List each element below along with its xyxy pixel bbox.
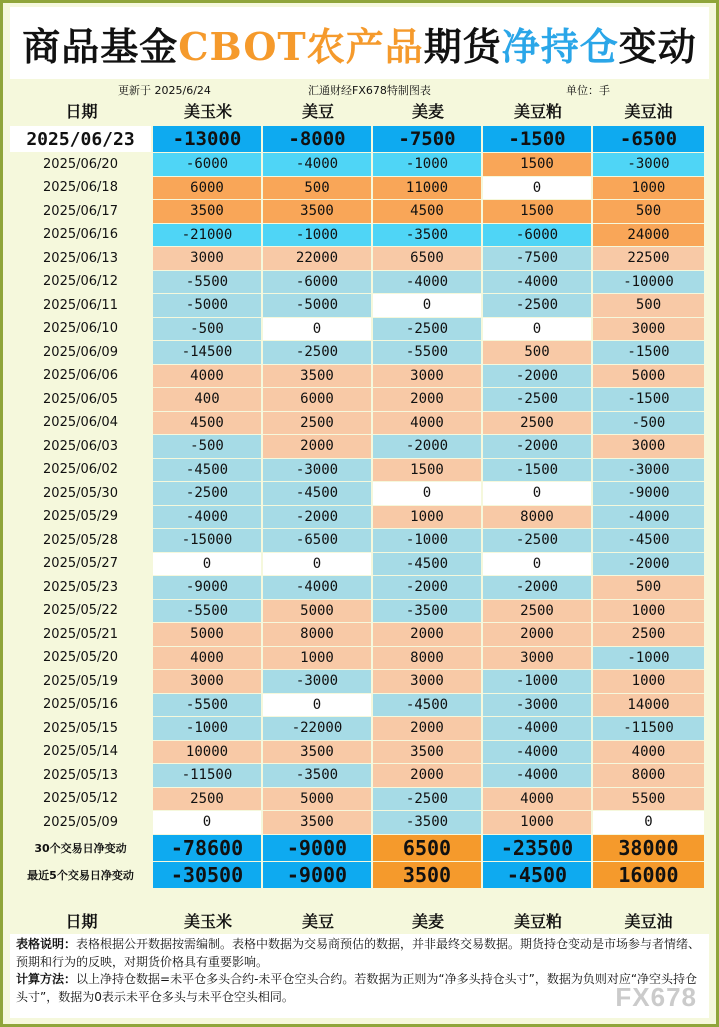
- updated-date: 更新于 2025/6/24: [118, 84, 211, 97]
- value-cell: 8000: [483, 506, 593, 529]
- table-row: [10, 482, 704, 506]
- table-row: [10, 694, 704, 718]
- table-row: [10, 670, 704, 694]
- table-row: [10, 412, 704, 436]
- date-cell: 2025/06/13: [10, 247, 153, 270]
- value-cell: -4000: [373, 271, 483, 294]
- value-cell: 2000: [373, 623, 483, 646]
- date-cell: 2025/05/12: [10, 788, 153, 811]
- value-cell: -3500: [263, 764, 373, 787]
- value-cell: 3000: [153, 670, 263, 693]
- table-row: [10, 126, 704, 153]
- table-row: [10, 600, 704, 624]
- value-cell: -9000: [593, 482, 704, 505]
- table-row: [10, 764, 704, 788]
- value-cell: 3000: [373, 365, 483, 388]
- value-cell: -3500: [373, 600, 483, 623]
- value-cell: -4500: [373, 694, 483, 717]
- value-cell: -15000: [153, 529, 263, 552]
- date-cell: 2025/05/21: [10, 623, 153, 646]
- value-cell: -2500: [373, 788, 483, 811]
- position-table: [10, 126, 704, 889]
- value-cell: -1500: [593, 388, 704, 411]
- calc-method: [16, 971, 703, 1006]
- table-row: [10, 811, 704, 835]
- title-part5: 变动: [618, 23, 697, 69]
- table-row: [10, 741, 704, 765]
- table-row: [10, 788, 704, 812]
- value-cell: -14500: [153, 341, 263, 364]
- value-cell: 3000: [483, 647, 593, 670]
- value-cell: 0: [483, 553, 593, 576]
- value-cell: -6500: [593, 126, 704, 152]
- value-cell: 0: [593, 811, 704, 834]
- value-cell: -3000: [593, 459, 704, 482]
- unit-label: 单位：手: [566, 84, 610, 97]
- value-cell: 3500: [153, 200, 263, 223]
- value-cell: 3500: [263, 365, 373, 388]
- value-cell: 2000: [373, 764, 483, 787]
- value-cell: 6000: [153, 177, 263, 200]
- date-cell: 2025/06/23: [10, 126, 153, 152]
- table-row: [10, 553, 704, 577]
- table-row: [10, 365, 704, 389]
- value-cell: -4000: [263, 576, 373, 599]
- source-label: 汇通财经FX678特制图表: [308, 84, 431, 97]
- value-cell: -2000: [373, 435, 483, 458]
- value-cell: 3000: [593, 318, 704, 341]
- value-cell: 4500: [153, 412, 263, 435]
- desc-text: 表格根据公开数据按需编制。表格中数据为交易商预估的数据，并非最终交易数据。期货持仓变动是市场参与者情绪、预期和行为的反映，对期货价格具有重要影响。: [16, 937, 701, 969]
- value-cell: -3500: [373, 811, 483, 834]
- desc-label: 表格说明：: [16, 937, 77, 951]
- date-cell: 2025/05/22: [10, 600, 153, 623]
- table-row: [10, 200, 704, 224]
- value-cell: -7500: [483, 247, 593, 270]
- value-cell: -10000: [593, 271, 704, 294]
- summary-value: -9000: [263, 835, 373, 861]
- value-cell: 2500: [483, 412, 593, 435]
- value-cell: -2000: [373, 576, 483, 599]
- value-cell: -4500: [263, 482, 373, 505]
- value-cell: -1000: [373, 529, 483, 552]
- value-cell: 22500: [593, 247, 704, 270]
- value-cell: 3500: [373, 741, 483, 764]
- summary-row: [10, 862, 704, 889]
- value-cell: -1000: [373, 153, 483, 176]
- value-cell: -500: [153, 435, 263, 458]
- summary-value: -30500: [153, 862, 263, 888]
- summary-row: [10, 835, 704, 862]
- value-cell: 2000: [263, 435, 373, 458]
- notes-panel: [10, 934, 709, 1018]
- title-part1: 商品基金: [22, 23, 179, 69]
- date-cell: 2025/06/11: [10, 294, 153, 317]
- summary-value: 6500: [373, 835, 483, 861]
- value-cell: 0: [153, 811, 263, 834]
- date-cell: 2025/06/16: [10, 224, 153, 247]
- date-cell: 2025/06/20: [10, 153, 153, 176]
- value-cell: -5500: [153, 600, 263, 623]
- table-row: [10, 576, 704, 600]
- date-cell: 2025/06/17: [10, 200, 153, 223]
- value-cell: 3000: [593, 435, 704, 458]
- value-cell: 2500: [483, 600, 593, 623]
- value-cell: 3500: [263, 741, 373, 764]
- value-cell: 6500: [373, 247, 483, 270]
- value-cell: 5000: [593, 365, 704, 388]
- value-cell: -6500: [263, 529, 373, 552]
- value-cell: -3000: [593, 153, 704, 176]
- value-cell: 400: [153, 388, 263, 411]
- value-cell: 500: [263, 177, 373, 200]
- value-cell: -4500: [373, 553, 483, 576]
- value-cell: 2500: [593, 623, 704, 646]
- header-soyoil: 美豆油: [624, 101, 673, 121]
- value-cell: 0: [263, 694, 373, 717]
- value-cell: -6000: [153, 153, 263, 176]
- value-cell: 1500: [483, 153, 593, 176]
- date-cell: 2025/05/28: [10, 529, 153, 552]
- value-cell: -9000: [153, 576, 263, 599]
- summary-value: 38000: [593, 835, 704, 861]
- value-cell: -1500: [483, 126, 593, 152]
- value-cell: -1500: [593, 341, 704, 364]
- table-row: [10, 647, 704, 671]
- footer-soyoil: 美豆油: [624, 911, 673, 931]
- date-cell: 2025/06/06: [10, 365, 153, 388]
- value-cell: -2000: [483, 435, 593, 458]
- table-row: [10, 153, 704, 177]
- date-cell: 2025/05/30: [10, 482, 153, 505]
- footer-wheat: 美麦: [411, 911, 444, 931]
- value-cell: 3500: [263, 811, 373, 834]
- value-cell: -2000: [483, 576, 593, 599]
- value-cell: 0: [373, 294, 483, 317]
- table-row: [10, 271, 704, 295]
- value-cell: -2000: [593, 553, 704, 576]
- value-cell: -5500: [373, 341, 483, 364]
- footer-soymeal: 美豆粕: [513, 911, 562, 931]
- date-cell: 2025/05/27: [10, 553, 153, 576]
- value-cell: 2000: [373, 717, 483, 740]
- summary-value: -23500: [483, 835, 593, 861]
- value-cell: 0: [153, 553, 263, 576]
- summary-value: -78600: [153, 835, 263, 861]
- value-cell: 3000: [373, 670, 483, 693]
- table-row: [10, 459, 704, 483]
- summary-value: -4500: [483, 862, 593, 888]
- value-cell: 24000: [593, 224, 704, 247]
- table-row: [10, 294, 704, 318]
- value-cell: -21000: [153, 224, 263, 247]
- table-row: [10, 435, 704, 459]
- value-cell: -11500: [153, 764, 263, 787]
- header-date: 日期: [65, 101, 98, 121]
- value-cell: 0: [263, 318, 373, 341]
- date-cell: 2025/05/23: [10, 576, 153, 599]
- table-row: [10, 318, 704, 342]
- value-cell: 0: [483, 318, 593, 341]
- header-corn: 美玉米: [183, 101, 232, 121]
- date-cell: 2025/06/09: [10, 341, 153, 364]
- date-cell: 2025/06/12: [10, 271, 153, 294]
- value-cell: -5000: [263, 294, 373, 317]
- value-cell: 4000: [153, 365, 263, 388]
- value-cell: -4000: [263, 153, 373, 176]
- calc-text: 以上净持仓数据=未平仓多头合约-未平仓空头合约。若数据为正则为“净多头持仓头寸”，数据为负则对应“净空头持仓头寸”，数据为0表示未平仓多头与未平仓空头相同。: [16, 972, 698, 1004]
- value-cell: 4000: [483, 788, 593, 811]
- date-cell: 2025/05/19: [10, 670, 153, 693]
- header-wheat: 美麦: [411, 101, 444, 121]
- value-cell: 5000: [263, 600, 373, 623]
- value-cell: 5000: [263, 788, 373, 811]
- table-row: [10, 717, 704, 741]
- calc-label: 计算方法：: [16, 972, 77, 986]
- table-row: [10, 529, 704, 553]
- value-cell: -2500: [483, 294, 593, 317]
- title-part4: 净持仓: [501, 23, 619, 69]
- footer-soybean: 美豆: [301, 911, 334, 931]
- value-cell: -4500: [153, 459, 263, 482]
- value-cell: -1000: [153, 717, 263, 740]
- value-cell: 500: [593, 576, 704, 599]
- value-cell: -6000: [263, 271, 373, 294]
- date-cell: 2025/06/04: [10, 412, 153, 435]
- value-cell: -5000: [153, 294, 263, 317]
- value-cell: -3000: [263, 459, 373, 482]
- value-cell: 1000: [593, 670, 704, 693]
- title-part3: 期货: [423, 23, 502, 69]
- value-cell: -11500: [593, 717, 704, 740]
- date-cell: 2025/06/05: [10, 388, 153, 411]
- value-cell: 1500: [483, 200, 593, 223]
- value-cell: 1000: [263, 647, 373, 670]
- watermark-logo: FX678: [615, 982, 697, 1012]
- value-cell: 1000: [593, 177, 704, 200]
- date-cell: 2025/06/02: [10, 459, 153, 482]
- footer-date: 日期: [65, 911, 98, 931]
- value-cell: -2500: [483, 388, 593, 411]
- date-cell: 2025/05/14: [10, 741, 153, 764]
- date-cell: 2025/05/20: [10, 647, 153, 670]
- value-cell: 3000: [153, 247, 263, 270]
- value-cell: 0: [263, 553, 373, 576]
- page-title: [10, 7, 709, 79]
- value-cell: -22000: [263, 717, 373, 740]
- table-row: [10, 247, 704, 271]
- value-cell: 1000: [593, 600, 704, 623]
- value-cell: -4000: [153, 506, 263, 529]
- value-cell: 3500: [263, 200, 373, 223]
- value-cell: 2000: [373, 388, 483, 411]
- value-cell: -2500: [373, 318, 483, 341]
- value-cell: 10000: [153, 741, 263, 764]
- date-cell: 2025/05/15: [10, 717, 153, 740]
- table-description: [16, 936, 703, 971]
- value-cell: 8000: [263, 623, 373, 646]
- value-cell: 5000: [153, 623, 263, 646]
- table-row: [10, 177, 704, 201]
- value-cell: 6000: [263, 388, 373, 411]
- value-cell: -2000: [483, 365, 593, 388]
- value-cell: 2500: [263, 412, 373, 435]
- value-cell: 1500: [373, 459, 483, 482]
- title-part2: CBOT农产品: [178, 23, 424, 69]
- date-cell: 2025/05/29: [10, 506, 153, 529]
- value-cell: 0: [483, 177, 593, 200]
- value-cell: 0: [373, 482, 483, 505]
- value-cell: -4000: [483, 271, 593, 294]
- date-cell: 2025/05/13: [10, 764, 153, 787]
- table-row: [10, 506, 704, 530]
- date-cell: 2025/05/16: [10, 694, 153, 717]
- value-cell: -4000: [483, 717, 593, 740]
- value-cell: 500: [483, 341, 593, 364]
- table-row: [10, 341, 704, 365]
- value-cell: -3000: [483, 694, 593, 717]
- value-cell: -7500: [373, 126, 483, 152]
- value-cell: -2500: [153, 482, 263, 505]
- table-row: [10, 623, 704, 647]
- value-cell: -4000: [483, 741, 593, 764]
- value-cell: 2500: [153, 788, 263, 811]
- value-cell: -2500: [263, 341, 373, 364]
- date-cell: 2025/05/09: [10, 811, 153, 834]
- value-cell: 0: [483, 482, 593, 505]
- value-cell: -1000: [593, 647, 704, 670]
- value-cell: -3000: [263, 670, 373, 693]
- value-cell: 4000: [373, 412, 483, 435]
- header-soybean: 美豆: [301, 101, 334, 121]
- value-cell: -4500: [593, 529, 704, 552]
- value-cell: 22000: [263, 247, 373, 270]
- value-cell: 11000: [373, 177, 483, 200]
- value-cell: -3500: [373, 224, 483, 247]
- value-cell: -13000: [153, 126, 263, 152]
- value-cell: 4000: [153, 647, 263, 670]
- date-cell: 2025/06/18: [10, 177, 153, 200]
- summary-value: 16000: [593, 862, 704, 888]
- value-cell: -1500: [483, 459, 593, 482]
- value-cell: 8000: [373, 647, 483, 670]
- value-cell: 2000: [483, 623, 593, 646]
- value-cell: -5500: [153, 271, 263, 294]
- value-cell: -2500: [483, 529, 593, 552]
- summary-value: 3500: [373, 862, 483, 888]
- value-cell: 4500: [373, 200, 483, 223]
- value-cell: -8000: [263, 126, 373, 152]
- table-row: [10, 224, 704, 248]
- table-row: [10, 388, 704, 412]
- date-cell: 2025/06/03: [10, 435, 153, 458]
- value-cell: 500: [593, 294, 704, 317]
- value-cell: -2000: [263, 506, 373, 529]
- value-cell: 500: [593, 200, 704, 223]
- value-cell: 14000: [593, 694, 704, 717]
- date-cell: 2025/06/10: [10, 318, 153, 341]
- value-cell: -1000: [263, 224, 373, 247]
- value-cell: 5500: [593, 788, 704, 811]
- value-cell: 1000: [483, 811, 593, 834]
- value-cell: -500: [593, 412, 704, 435]
- summary-label: 最近5个交易日净变动: [10, 862, 153, 888]
- value-cell: 4000: [593, 741, 704, 764]
- value-cell: -500: [153, 318, 263, 341]
- value-cell: -1000: [483, 670, 593, 693]
- summary-value: -9000: [263, 862, 373, 888]
- footer-corn: 美玉米: [183, 911, 232, 931]
- summary-label: 30个交易日净变动: [10, 835, 153, 861]
- value-cell: -6000: [483, 224, 593, 247]
- header-soymeal: 美豆粕: [513, 101, 562, 121]
- value-cell: -4000: [483, 764, 593, 787]
- value-cell: 8000: [593, 764, 704, 787]
- value-cell: 1000: [373, 506, 483, 529]
- value-cell: -5500: [153, 694, 263, 717]
- value-cell: -4000: [593, 506, 704, 529]
